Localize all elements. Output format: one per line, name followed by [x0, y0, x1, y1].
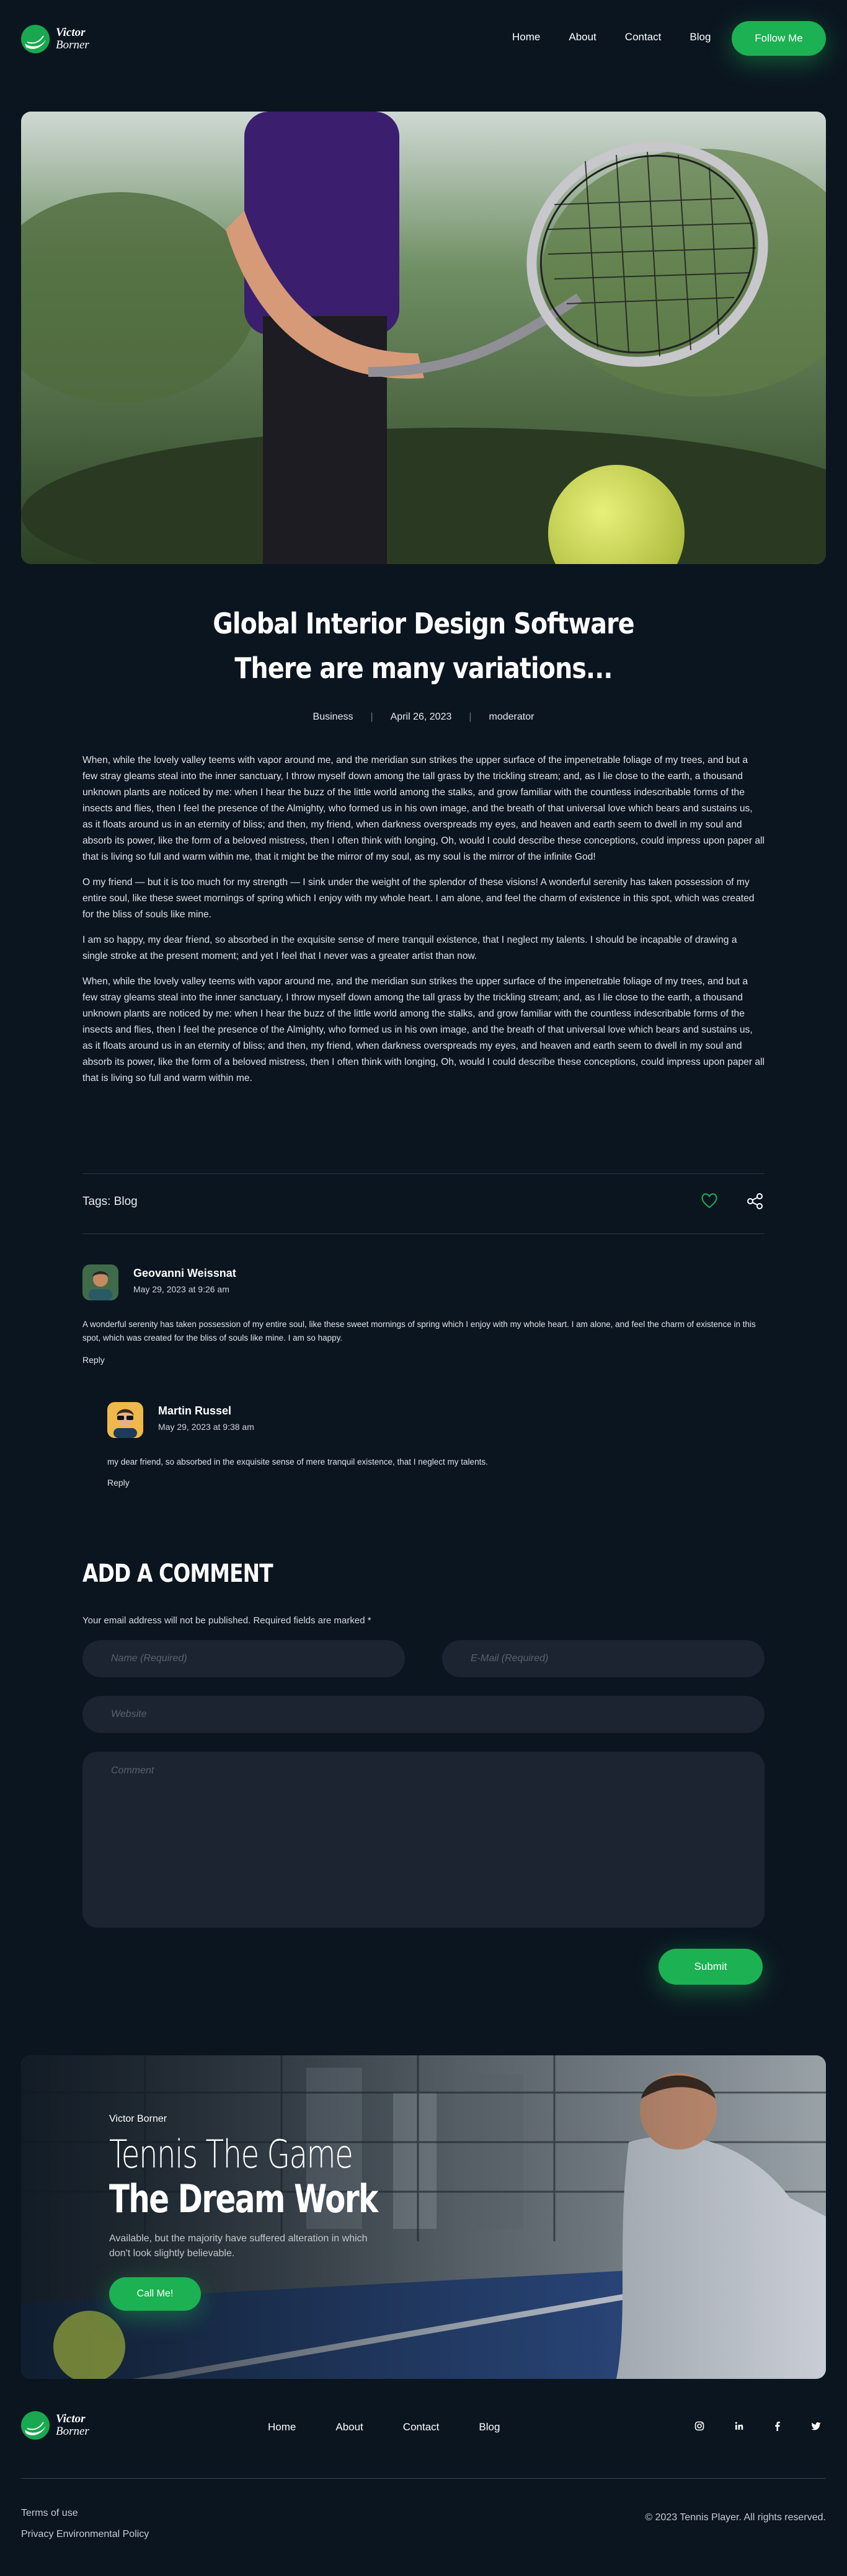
logo-line2: Borner	[56, 2425, 89, 2438]
footer-nav	[268, 2421, 539, 2433]
facebook-icon[interactable]	[769, 2417, 786, 2435]
terms-link[interactable]: Terms of use	[21, 2508, 78, 2518]
comment-item	[82, 1264, 765, 1376]
nav-contact[interactable]: Contact	[624, 31, 662, 43]
comment-text: my dear friend, so absorbed in the exquisite sense of mere tranquil existence, that I neglect my talents.	[107, 1457, 488, 1467]
tags-divider-bottom	[82, 1233, 765, 1234]
linkedin-icon[interactable]	[730, 2417, 748, 2435]
article-title	[60, 601, 788, 690]
article-paragraph: When, while the lovely valley teems with vapor around me, and the meridian sun strikes the upper surface of the impenetrable foliage of my trees, and but a few stray gleams steal into the inner sanctuary, I throw myself down among the tall grass by the trickling stream; and, as I lie close to the earth, a thousand unknown plants are noticed by me: when I hear the buzz of the little world among the stalks, and grow familiar with the countless indescribable forms of the insects and flies, then I feel the presence of the Almighty, who formed us in his own image, and the breath of that universal love which bears and sustains us, as it floats around us in an eternity of bliss; and then, my friend, when darkness overspreads my eyes, and heaven and earth seem to dwell in my soul and absorb its power, like the form of a beloved mistress, then I often think with longing, Oh, would I could describe these conceptions, could impress upon paper all that is living so full and warm within me, that it might be the mirror of my soul, as my soul is the mirror of the infinite God!	[82, 755, 765, 862]
twitter-icon[interactable]	[807, 2417, 825, 2435]
site-header	[21, 20, 826, 57]
hero-image	[21, 112, 826, 564]
comment-text: A wonderful serenity has taken possession of my entire soul, like these sweet mornings of spring which I enjoy with my whole heart. I am alone, and feel the charm of existence in this spot, which was created for the bliss of souls like mine. I am so happy.	[82, 1320, 756, 1343]
follow-me-button[interactable]: Follow Me	[732, 21, 826, 56]
tag-link[interactable]: Blog	[113, 1195, 138, 1208]
logo-line1: Victor	[56, 2412, 86, 2425]
tennis-ball-logo-icon	[21, 25, 50, 53]
required-note: Your email address will not be published. Required fields are marked *	[82, 1615, 371, 1626]
footer-logo[interactable]	[21, 2411, 89, 2440]
promo-heading-bold: The Dream Work	[109, 2176, 378, 2221]
comment-date: May 29, 2023 at 9:38 am	[158, 1422, 254, 1432]
avatar	[107, 1402, 143, 1438]
reply-link[interactable]: Reply	[82, 1355, 105, 1365]
website-input[interactable]: Website	[82, 1696, 765, 1733]
comment-textarea[interactable]: Comment	[82, 1752, 765, 1928]
nav-blog[interactable]: Blog	[690, 31, 711, 43]
tags	[82, 1195, 138, 1209]
comment-reply-item	[107, 1402, 765, 1495]
meta-category[interactable]: Business	[313, 712, 353, 722]
name-input[interactable]: Name (Required)	[82, 1640, 405, 1677]
avatar	[82, 1264, 118, 1300]
logo-line2: Borner	[56, 38, 89, 51]
nav-about[interactable]: About	[569, 31, 596, 43]
footer-nav-contact[interactable]: Contact	[402, 2421, 440, 2433]
instagram-icon[interactable]	[691, 2417, 708, 2435]
meta-separator: |	[370, 712, 373, 722]
footer-nav-about[interactable]: About	[335, 2421, 363, 2433]
heart-icon[interactable]	[701, 1193, 718, 1212]
logo-line1: Victor	[56, 26, 86, 39]
article-title-line1: Global Interior Design Software	[213, 607, 634, 640]
logo-text	[56, 27, 89, 51]
email-input[interactable]: E-Mail (Required)	[442, 1640, 765, 1677]
promo-banner	[21, 2055, 826, 2379]
footer-nav-blog[interactable]: Blog	[479, 2421, 500, 2433]
reply-link[interactable]: Reply	[107, 1478, 130, 1488]
logo-text	[56, 2413, 89, 2438]
article-meta	[0, 712, 847, 723]
article-title-line2: There are many variations...	[234, 651, 613, 685]
promo-text: Available, but the majority have suffered alteration in which don't look slightly believable.	[109, 2233, 368, 2259]
promo-heading-light: Tennis The Game	[109, 2132, 353, 2177]
call-me-button[interactable]: Call Me!	[109, 2277, 201, 2311]
main-nav	[512, 31, 739, 43]
promo-kicker: Victor Borner	[109, 2114, 167, 2124]
nav-home[interactable]: Home	[512, 31, 541, 43]
footer-divider	[21, 2478, 826, 2479]
tags-label: Tags:	[82, 1195, 111, 1208]
tags-divider-top	[82, 1173, 765, 1174]
submit-button[interactable]: Submit	[659, 1949, 763, 1985]
meta-date[interactable]: April 26, 2023	[390, 712, 452, 722]
article-paragraph: I am so happy, my dear friend, so absorbed in the exquisite sense of mere tranquil existence, that I neglect my talents. I should be incapable of drawing a single stroke at the present moment; and yet I feel that I never was a greater artist than now.	[82, 935, 737, 961]
comment-date: May 29, 2023 at 9:26 am	[133, 1284, 229, 1294]
comment-author: Martin Russel	[158, 1405, 232, 1417]
footer-nav-home[interactable]: Home	[268, 2421, 296, 2433]
article-paragraph: O my friend — but it is too much for my strength — I sink under the weight of the splendor of these visions! A wonderful serenity has taken possession of my entire soul, like these sweet mornings of spring which I enjoy with my whole heart. I am alone, and feel the charm of existence in this spot, which was created for the bliss of souls like mine.	[82, 877, 755, 920]
add-comment-title: ADD A COMMENT	[82, 1559, 273, 1588]
meta-author[interactable]: moderator	[489, 712, 534, 722]
privacy-link[interactable]: Privacy Environmental Policy	[21, 2529, 149, 2539]
share-icon[interactable]	[747, 1193, 764, 1213]
comment-author: Geovanni Weissnat	[133, 1267, 236, 1279]
article-paragraph: When, while the lovely valley teems with vapor around me, and the meridian sun strikes the upper surface of the impenetrable foliage of my trees, and but a few stray gleams steal into the inner sanctuary, I throw myself down among the tall grass by the trickling stream; and, as I lie close to the earth, a thousand unknown plants are noticed by me: when I hear the buzz of the little world among the stalks, and grow familiar with the countless indescribable forms of the insects and flies, then I feel the presence of the Almighty, who formed us in his own image, and the breath of that universal love which bears and sustains us, as it floats around us in an eternity of bliss; and then, my friend, when darkness overspreads my eyes, and heaven and earth seem to dwell in my soul and absorb its power, like the form of a beloved mistress, then I often think with longing, Oh, would I could describe these conceptions, could impress upon paper all that is living so full and warm within me.	[82, 976, 765, 1083]
meta-separator: |	[469, 712, 472, 722]
logo[interactable]	[21, 25, 89, 53]
tennis-ball-logo-icon	[21, 2411, 50, 2440]
article-body	[82, 752, 765, 1096]
copyright: © 2023 Tennis Player. All rights reserved.	[645, 2512, 826, 2523]
